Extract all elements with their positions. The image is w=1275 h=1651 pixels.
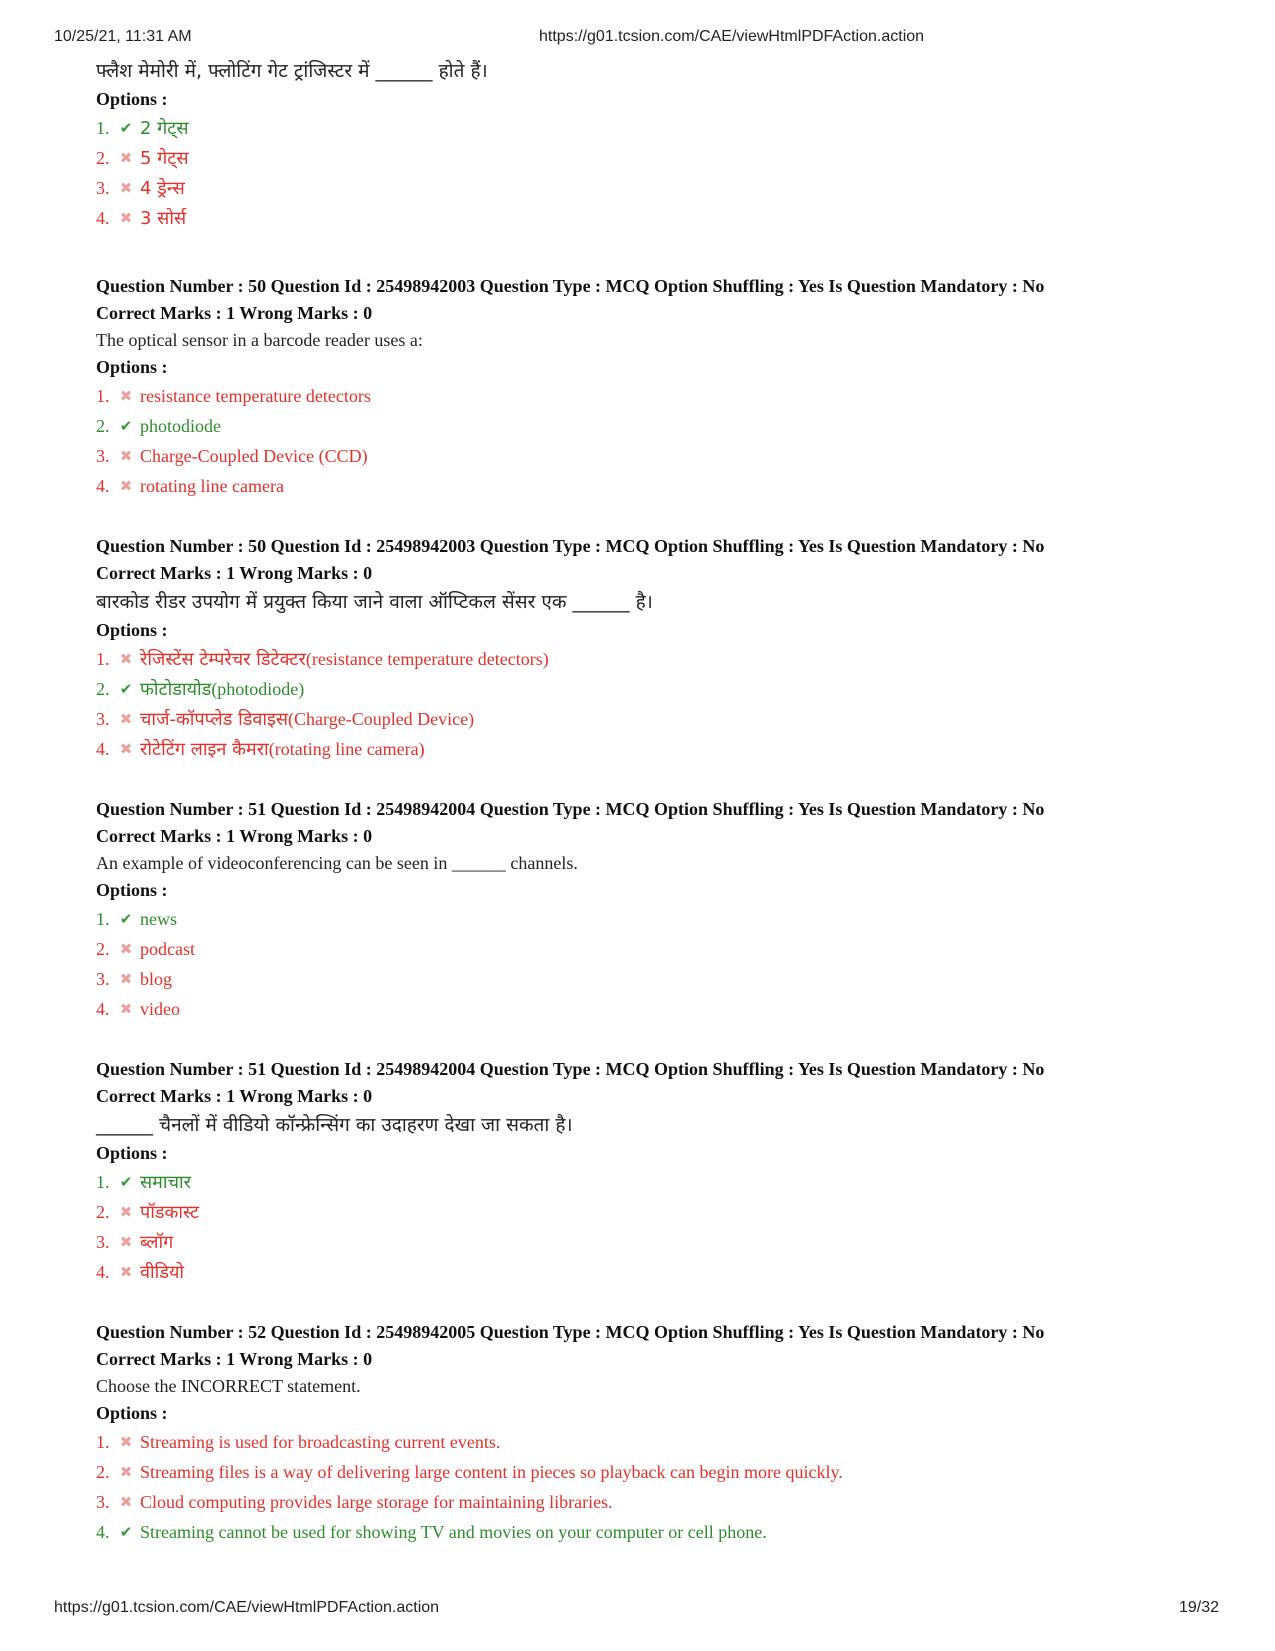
option-text: चार्ज-कॉपप्लेड डिवाइस: [140, 709, 289, 730]
cross-icon: ✖: [119, 1233, 133, 1251]
option-number: 4.: [96, 475, 110, 496]
option-text: रेजिस्टेंस टेम्परेचर डिटेक्टर: [140, 649, 306, 670]
option-item: [96, 411, 1236, 441]
option-text: resistance temperature detectors: [140, 385, 371, 406]
option-item: [96, 734, 1236, 764]
check-icon: ✔: [119, 680, 133, 698]
question-block: [96, 273, 1236, 501]
cross-icon: ✖: [119, 179, 133, 197]
option-number: 1.: [96, 1431, 110, 1452]
option-translation: (Charge-Coupled Device): [288, 708, 475, 729]
option-item: [96, 964, 1236, 994]
question-meta: Question Number : 51 Question Id : 25498942004 Question Type : MCQ Option Shuffling : Yes Is Question Mandatory : No: [96, 799, 1045, 819]
question-text: Choose the INCORRECT statement.: [96, 1376, 361, 1396]
option-item: [96, 1457, 1236, 1487]
option-text: 3 सोर्स: [140, 208, 187, 229]
option-text: video: [140, 998, 180, 1019]
options-label: Options :: [96, 620, 168, 640]
option-item: [96, 1257, 1236, 1287]
option-text: Cloud computing provides large storage for maintaining libraries.: [140, 1491, 613, 1512]
option-number: 4.: [96, 1261, 110, 1282]
option-text: Charge-Coupled Device (CCD): [140, 445, 368, 466]
question-marks: Correct Marks : 1 Wrong Marks : 0: [96, 826, 373, 846]
page-number: 19/32: [1178, 1599, 1219, 1616]
option-number: 4.: [96, 207, 110, 228]
option-number: 3.: [96, 445, 110, 466]
option-item: [96, 904, 1236, 934]
cross-icon: ✖: [119, 740, 133, 758]
option-number: 1.: [96, 1171, 110, 1192]
option-text: समाचार: [140, 1172, 192, 1193]
options-label: Options :: [96, 89, 168, 109]
option-number: 2.: [96, 147, 110, 168]
option-item: [96, 441, 1236, 471]
cross-icon: ✖: [119, 1203, 133, 1221]
cross-icon: ✖: [119, 650, 133, 668]
question-text: फ्लैश मेमोरी में, फ्लोटिंग गेट ट्रांजिस्टर में ______ होते हैं।: [96, 60, 488, 82]
option-item: [96, 1487, 1236, 1517]
cross-icon: ✖: [119, 447, 133, 465]
cross-icon: ✖: [119, 1000, 133, 1018]
option-text: 2 गेट्स: [140, 118, 189, 139]
option-number: 4.: [96, 1521, 110, 1542]
check-icon: ✔: [119, 119, 133, 137]
option-item: [96, 1517, 1236, 1547]
print-header-url: https://g01.tcsion.com/CAE/viewHtmlPDFAction.action: [539, 28, 925, 45]
option-number: 2.: [96, 678, 110, 699]
option-item: [96, 934, 1236, 964]
question-meta: Question Number : 50 Question Id : 25498942003 Question Type : MCQ Option Shuffling : Yes Is Question Mandatory : No: [96, 536, 1045, 556]
check-icon: ✔: [119, 1523, 133, 1541]
option-item: [96, 1427, 1236, 1457]
option-item: [96, 1197, 1236, 1227]
option-text: blog: [140, 968, 173, 989]
option-number: 4.: [96, 998, 110, 1019]
option-number: 1.: [96, 648, 110, 669]
option-item: [96, 1167, 1236, 1197]
option-item: [96, 704, 1236, 734]
cross-icon: ✖: [119, 477, 133, 495]
check-icon: ✔: [119, 1173, 133, 1191]
option-number: 4.: [96, 738, 110, 759]
option-text: 4 ड्रेन्स: [140, 178, 185, 199]
question-meta: Question Number : 52 Question Id : 25498942005 Question Type : MCQ Option Shuffling : Yes Is Question Mandatory : No: [96, 1322, 1045, 1342]
cross-icon: ✖: [119, 970, 133, 988]
option-text: फोटोडायोड: [140, 679, 212, 700]
option-number: 3.: [96, 968, 110, 989]
option-item: [96, 143, 1236, 173]
option-number: 1.: [96, 385, 110, 406]
option-number: 3.: [96, 177, 110, 198]
option-text: podcast: [140, 938, 195, 959]
options-label: Options :: [96, 1143, 168, 1163]
question-block: [96, 56, 1236, 233]
option-text: rotating line camera: [140, 475, 284, 496]
question-block: [96, 533, 1236, 764]
question-text: An example of videoconferencing can be seen in ______ channels.: [96, 853, 578, 873]
option-number: 2.: [96, 415, 110, 436]
option-text: ब्लॉग: [140, 1232, 174, 1253]
options-label: Options :: [96, 880, 168, 900]
option-text: रोटेटिंग लाइन कैमरा: [140, 739, 269, 760]
option-text: वीडियो: [140, 1262, 185, 1283]
question-marks: Correct Marks : 1 Wrong Marks : 0: [96, 1086, 373, 1106]
option-item: [96, 173, 1236, 203]
question-paper: [96, 56, 1236, 1571]
cross-icon: ✖: [119, 710, 133, 728]
question-block: [96, 1319, 1236, 1547]
cross-icon: ✖: [119, 1493, 133, 1511]
question-block: [96, 796, 1236, 1024]
question-marks: Correct Marks : 1 Wrong Marks : 0: [96, 303, 373, 323]
options-label: Options :: [96, 357, 168, 377]
question-meta: Question Number : 51 Question Id : 25498942004 Question Type : MCQ Option Shuffling : Yes Is Question Mandatory : No: [96, 1059, 1045, 1079]
option-translation: (resistance temperature detectors): [305, 648, 549, 669]
option-text: Streaming files is a way of delivering large content in pieces so playback can begin more quickly.: [140, 1461, 843, 1482]
question-text: बारकोड रीडर उपयोग में प्रयुक्त किया जाने वाला ऑप्टिकल सेंसर एक ______ है।: [96, 591, 653, 613]
option-item: [96, 994, 1236, 1024]
option-text: 5 गेट्स: [140, 148, 189, 169]
check-icon: ✔: [119, 417, 133, 435]
option-number: 1.: [96, 117, 110, 138]
option-number: 3.: [96, 1231, 110, 1252]
cross-icon: ✖: [119, 1463, 133, 1481]
question-meta: Question Number : 50 Question Id : 25498942003 Question Type : MCQ Option Shuffling : Yes Is Question Mandatory : No: [96, 276, 1045, 296]
cross-icon: ✖: [119, 149, 133, 167]
option-text: Streaming cannot be used for showing TV and movies on your computer or cell phone.: [140, 1521, 767, 1542]
print-footer-url: https://g01.tcsion.com/CAE/viewHtmlPDFAction.action: [54, 1599, 440, 1616]
option-text: news: [140, 908, 177, 929]
question-block: [96, 1056, 1236, 1287]
cross-icon: ✖: [119, 1433, 133, 1451]
option-number: 3.: [96, 1491, 110, 1512]
option-text: Streaming is used for broadcasting current events.: [140, 1431, 501, 1452]
cross-icon: ✖: [119, 209, 133, 227]
option-number: 2.: [96, 938, 110, 959]
option-translation: (rotating line camera): [268, 738, 425, 759]
question-text: The optical sensor in a barcode reader uses a:: [96, 330, 423, 350]
option-item: [96, 644, 1236, 674]
option-item: [96, 203, 1236, 233]
option-number: 2.: [96, 1201, 110, 1222]
question-text: ______ चैनलों में वीडियो कॉन्फ्रेन्सिंग का उदाहरण देखा जा सकता है।: [96, 1114, 573, 1136]
question-marks: Correct Marks : 1 Wrong Marks : 0: [96, 563, 373, 583]
option-item: [96, 1227, 1236, 1257]
print-timestamp: 10/25/21, 11:31 AM: [54, 28, 192, 45]
option-item: [96, 471, 1236, 501]
option-text: photodiode: [140, 415, 221, 436]
cross-icon: ✖: [119, 1263, 133, 1281]
option-number: 3.: [96, 708, 110, 729]
check-icon: ✔: [119, 910, 133, 928]
question-marks: Correct Marks : 1 Wrong Marks : 0: [96, 1349, 373, 1369]
cross-icon: ✖: [119, 940, 133, 958]
option-text: पॉडकास्ट: [140, 1202, 200, 1223]
options-label: Options :: [96, 1403, 168, 1423]
option-item: [96, 674, 1236, 704]
option-item: [96, 381, 1236, 411]
option-item: [96, 113, 1236, 143]
option-translation: (photodiode): [211, 678, 305, 699]
option-number: 2.: [96, 1461, 110, 1482]
cross-icon: ✖: [119, 387, 133, 405]
option-number: 1.: [96, 908, 110, 929]
